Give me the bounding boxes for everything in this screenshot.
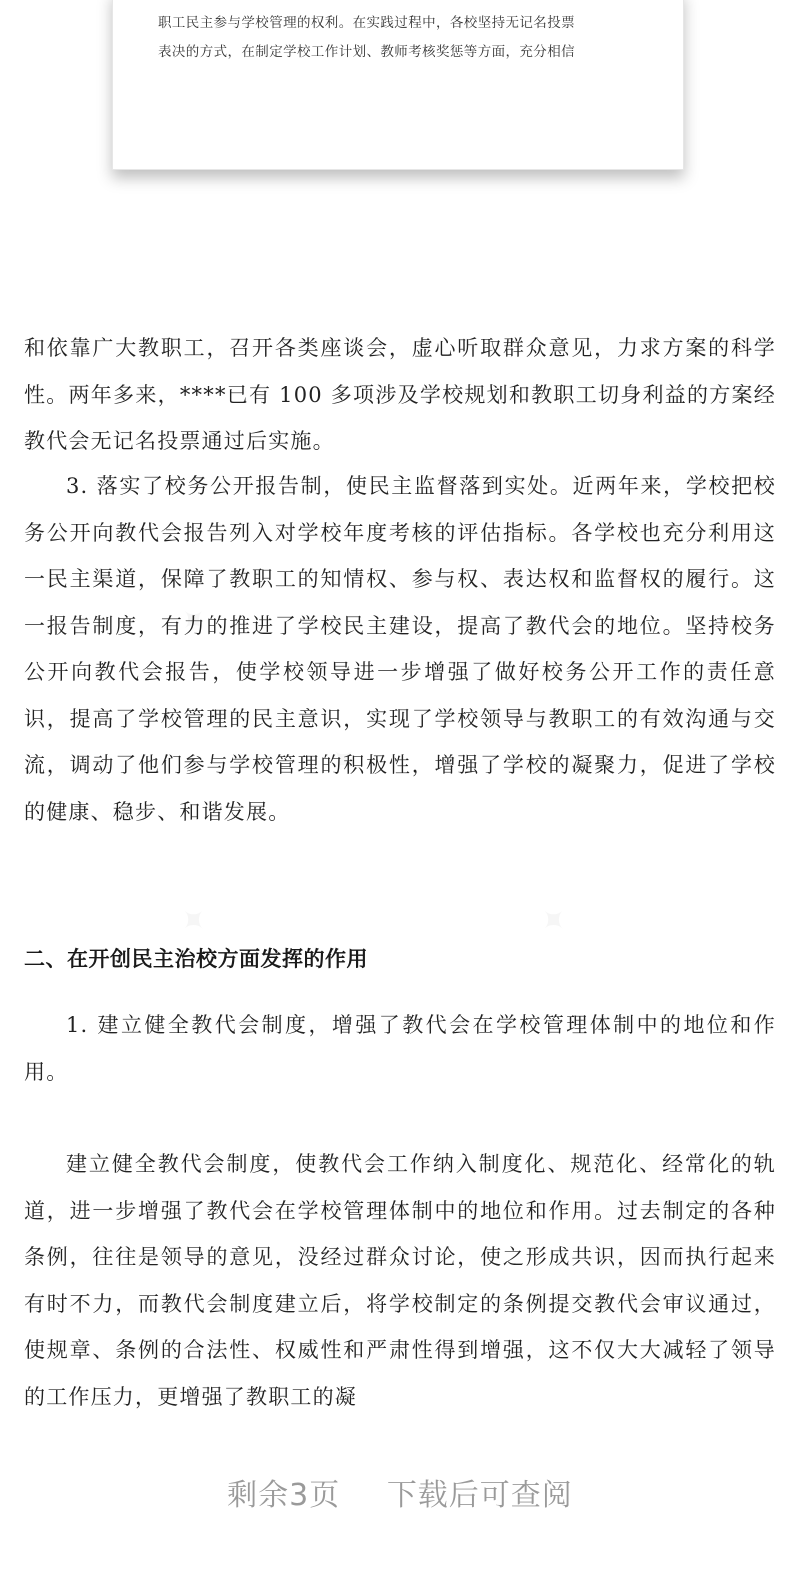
preview-card-line: 职工民主参与学校管理的权利。在实践过程中，各校坚持无记名投票 [158,15,575,31]
watermark-mark [170,895,220,945]
remaining-pages-label: 剩余3页 [227,1478,341,1513]
paragraph-section-3: 3. 落实了校务公开报告制，使民主监督落到实处。近两年来，学校把校务公开向教代会报告列入对学校年度考核的评估指标。各学校也充分利用这一民主渠道，保障了教职工的知情权、参与权、表达权和监督权的履行。这一报告制度，有力的推进了学校民主建设，提高了教代会的地位。坚持校务公开向教代会报告，使学校领导进一步增强了做好校务公开工作的责任意识，提高了学校管理的民主意识，实现了学校领导与教职工的有效沟通与交流，调动了他们参与学校管理的积极性，增强了学校的凝聚力，促进了学校的健康、稳步、和谐发展。 [24,474,776,824]
paragraph-body: 建立健全教代会制度，使教代会工作纳入制度化、规范化、经常化的轨道，进一步增强了教代会在学校管理体制中的地位和作用。过去制定的各种条例，往往是领导的意见，没经过群众讨论，使之形成共识，因而执行起来有时不力，而教代会制度建立后，将学校制定的条例提交教代会审议通过，使规章、条例的合法性、权威性和严肃性得到增强，这不仅大大减轻了领导的工作压力，更增强了教职工的凝 [24,1152,776,1409]
preview-card-line: 表决的方式，在制定学校工作计划、教师考核奖惩等方面，充分相信 [158,44,575,60]
subheading-1: 1. 建立健全教代会制度，增强了教代会在学校管理体制中的地位和作用。 [24,1013,776,1084]
section-heading-2: 二、在开创民主治校方面发挥的作用 [24,947,368,971]
paragraph-continued: 和依靠广大教职工，召开各类座谈会，虚心听取群众意见，力求方案的科学性。两年多来，****已有 100 多项涉及学校规划和教职工切身利益的方案经教代会无记名投票通过后实施。 [24,336,776,453]
download-prompt[interactable] [0,1470,800,1514]
watermark-mark [530,895,580,945]
preview-card-text [158,9,643,67]
preview-page-card [112,0,684,170]
download-to-view-label: 下载后可查阅 [386,1478,573,1513]
